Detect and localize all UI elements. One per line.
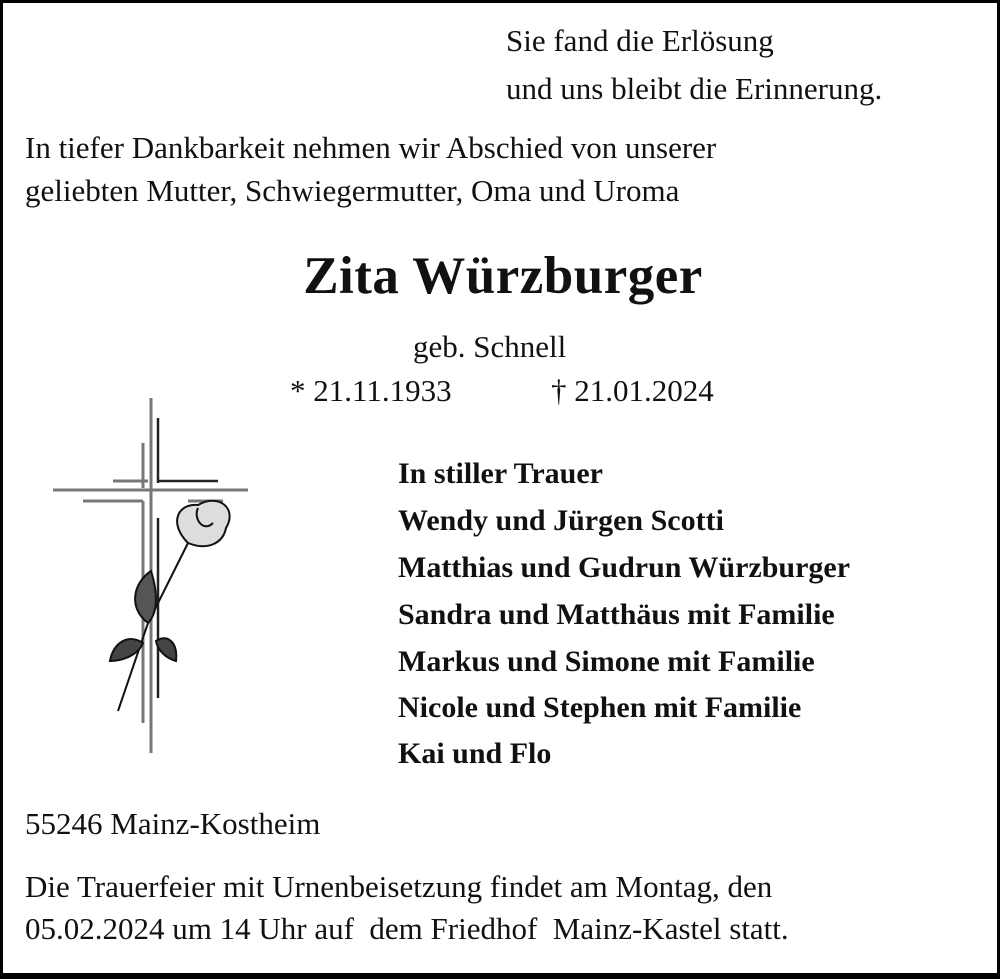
mourner: Matthias und Gudrun Würzburger: [398, 551, 851, 584]
mourner: Wendy und Jürgen Scotti: [398, 504, 724, 537]
intro-line-1: In tiefer Dankbarkeit nehmen wir Abschied von unserer: [25, 130, 717, 165]
mourner-heading: In stiller Trauer: [398, 457, 603, 490]
mourner: Sandra und Matthäus mit Familie: [398, 598, 835, 631]
birth-name: geb. Schnell: [413, 329, 567, 364]
motto-line-2: und uns bleibt die Erinnerung.: [506, 71, 883, 106]
cross-with-rose-icon: [48, 393, 258, 758]
location: 55246 Mainz-Kostheim: [25, 806, 321, 841]
death-date: † 21.01.2024: [551, 373, 714, 408]
intro-line-2: geliebten Mutter, Schwiegermutter, Oma und Uroma: [25, 173, 680, 208]
ceremony-line-1: Die Trauerfeier mit Urnenbeisetzung findet am Montag, den: [25, 869, 773, 904]
ceremony-line-2: 05.02.2024 um 14 Uhr auf dem Friedhof Mainz-Kastel statt.: [25, 911, 789, 946]
mourner: Markus und Simone mit Familie: [398, 645, 815, 678]
deceased-name: Zita Würzburger: [303, 247, 703, 305]
motto-line-1: Sie fand die Erlösung: [506, 23, 774, 58]
mourner: Kai und Flo: [398, 737, 552, 770]
birth-date: * 21.11.1933: [290, 373, 452, 408]
mourner: Nicole und Stephen mit Familie: [398, 691, 802, 724]
